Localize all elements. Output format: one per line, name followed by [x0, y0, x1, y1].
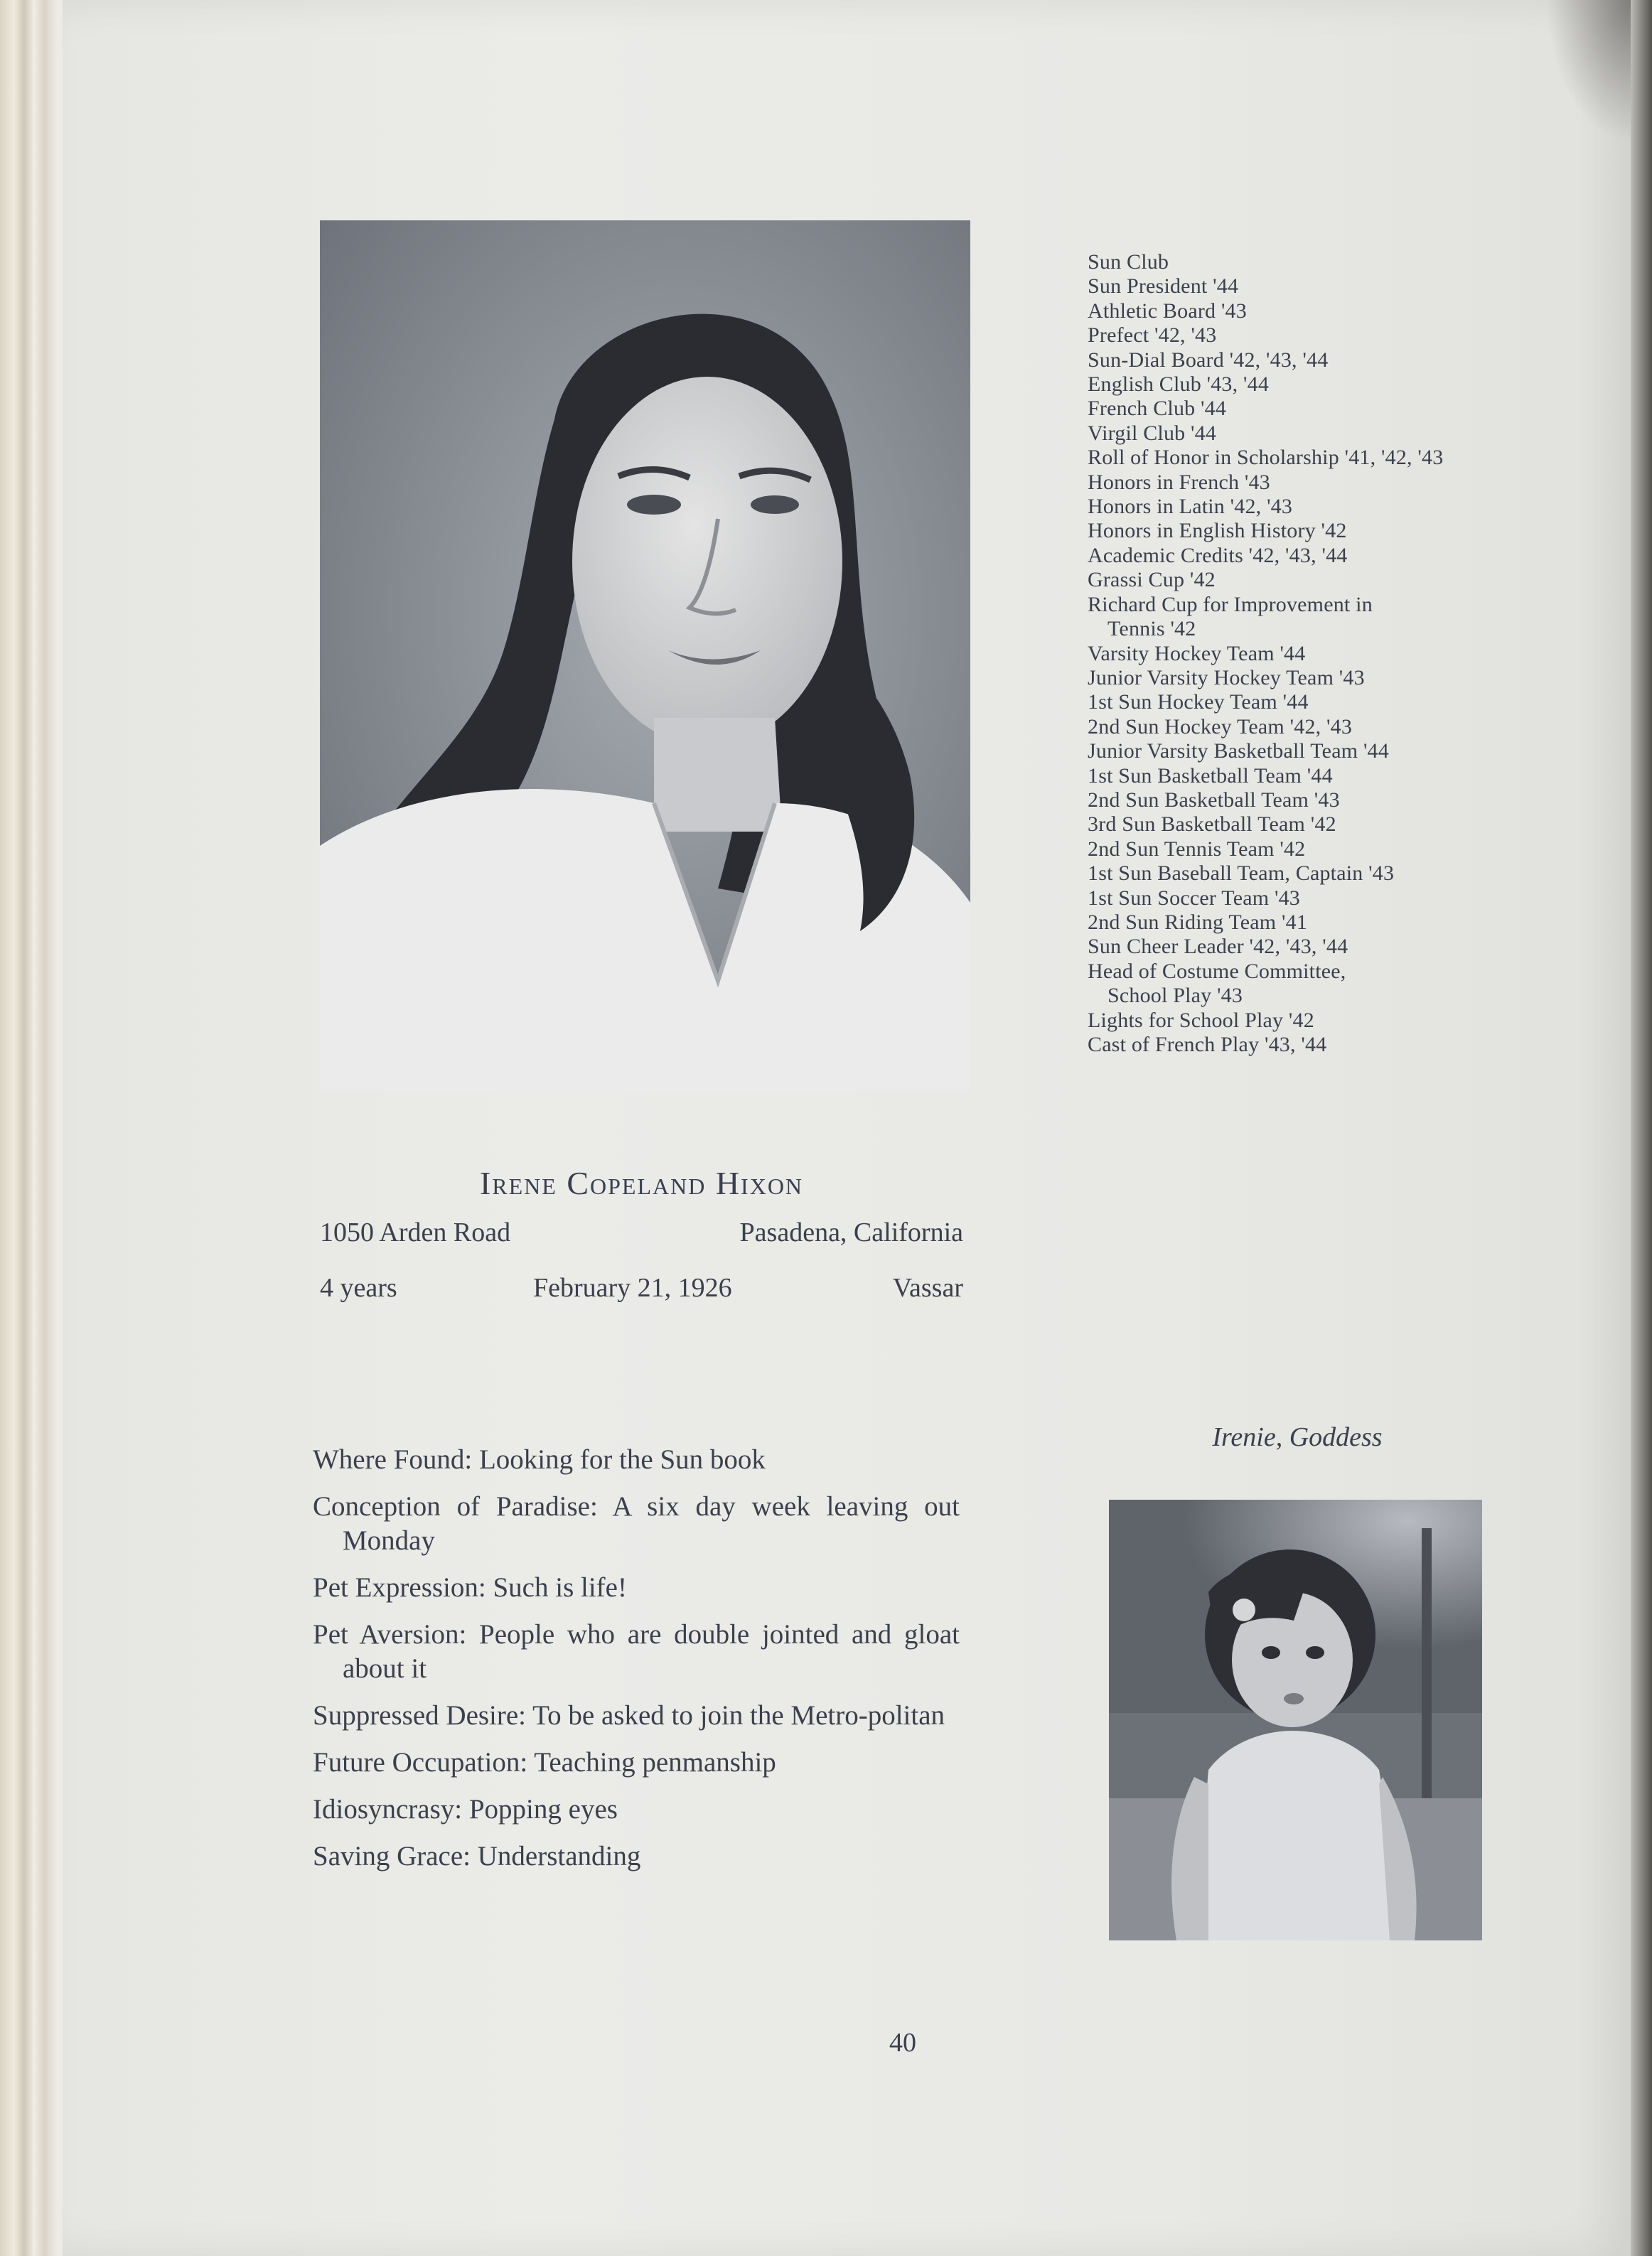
- activity-item: Varsity Hockey Team '44: [1088, 641, 1306, 665]
- trait-item: Conception of Paradise: A six day week leaving out Monday: [313, 1491, 960, 1556]
- activity-item: Cast of French Play '43, '44: [1088, 1033, 1327, 1056]
- activities-list: [1088, 250, 1528, 1057]
- college: Vassar: [892, 1273, 963, 1303]
- activity-item: Honors in French '43: [1088, 470, 1270, 494]
- trait-item: Idiosyncrasy: Popping eyes: [313, 1794, 618, 1825]
- activity-item: Sun Cheer Leader '42, '43, '44: [1088, 935, 1348, 959]
- trait-item: Future Occupation: Teaching penmanship: [313, 1747, 776, 1778]
- activity-item: Head of Costume Committee, School Play '43: [1088, 959, 1346, 1008]
- childhood-photo: [1109, 1500, 1482, 1940]
- activity-item: 2nd Sun Hockey Team '42, '43: [1088, 714, 1353, 738]
- activity-item: 2nd Sun Riding Team '41: [1088, 910, 1308, 934]
- activity-item: Virgil Club '44: [1088, 421, 1217, 445]
- years-attended: 4 years: [320, 1273, 397, 1303]
- senior-portrait-photo: [320, 220, 970, 1091]
- activity-item: 1st Sun Baseball Team, Captain '43: [1088, 861, 1395, 886]
- street-address: 1050 Arden Road: [320, 1218, 511, 1247]
- activity-item: English Club '43, '44: [1088, 372, 1270, 397]
- activity-item: Junior Varsity Hockey Team '43: [1088, 665, 1365, 689]
- activity-item: Sun Club: [1088, 250, 1169, 274]
- activity-item: Athletic Board '43: [1088, 299, 1247, 323]
- activity-item: Grassi Cup '42: [1088, 568, 1216, 592]
- student-name: Irene Copeland Hixon: [479, 1165, 804, 1201]
- activity-item: Roll of Honor in Scholarship '41, '42, '43: [1088, 446, 1444, 470]
- activity-item: 1st Sun Hockey Team '44: [1088, 690, 1309, 714]
- page-number: 40: [889, 2028, 916, 2058]
- activity-item: Lights for School Play '42: [1088, 1008, 1314, 1032]
- trait-item: Saving Grace: Understanding: [313, 1841, 641, 1871]
- birth-date: February 21, 1926: [533, 1273, 732, 1303]
- activity-item: Prefect '42, '43: [1088, 323, 1217, 348]
- activity-item: French Club '44: [1088, 397, 1227, 421]
- activity-item: Honors in English History '42: [1088, 519, 1347, 543]
- activity-item: 3rd Sun Basketball Team '42: [1088, 812, 1336, 837]
- traits-list: [313, 1443, 960, 1886]
- activity-item: Sun President '44: [1088, 274, 1239, 299]
- activity-item: Sun-Dial Board '42, '43, '44: [1088, 348, 1329, 372]
- activity-item: 2nd Sun Tennis Team '42: [1088, 837, 1306, 861]
- activity-item: Honors in Latin '42, '43: [1088, 495, 1293, 519]
- child-photo-caption: Irenie, Goddess: [1212, 1422, 1383, 1452]
- city-state: Pasadena, California: [739, 1218, 963, 1247]
- activity-item: 1st Sun Basketball Team '44: [1088, 763, 1333, 788]
- trait-item: Pet Aversion: People who are double jointed and gloat about it: [313, 1619, 960, 1684]
- trait-item: Where Found: Looking for the Sun book: [313, 1444, 766, 1475]
- trait-item: Pet Expression: Such is life!: [313, 1572, 627, 1603]
- activity-item: 2nd Sun Basketball Team '43: [1088, 788, 1340, 812]
- page-curl-shadow: [1545, 0, 1631, 142]
- page-right-edge: [1631, 0, 1652, 2256]
- activity-item: Richard Cup for Improvement in Tennis '42: [1088, 592, 1373, 641]
- trait-item: Suppressed Desire: To be asked to join the Metro-politan: [313, 1700, 945, 1731]
- activity-item: Junior Varsity Basketball Team '44: [1088, 739, 1389, 763]
- activity-item: Academic Credits '42, '43, '44: [1088, 543, 1348, 567]
- activity-item: 1st Sun Soccer Team '43: [1088, 886, 1300, 910]
